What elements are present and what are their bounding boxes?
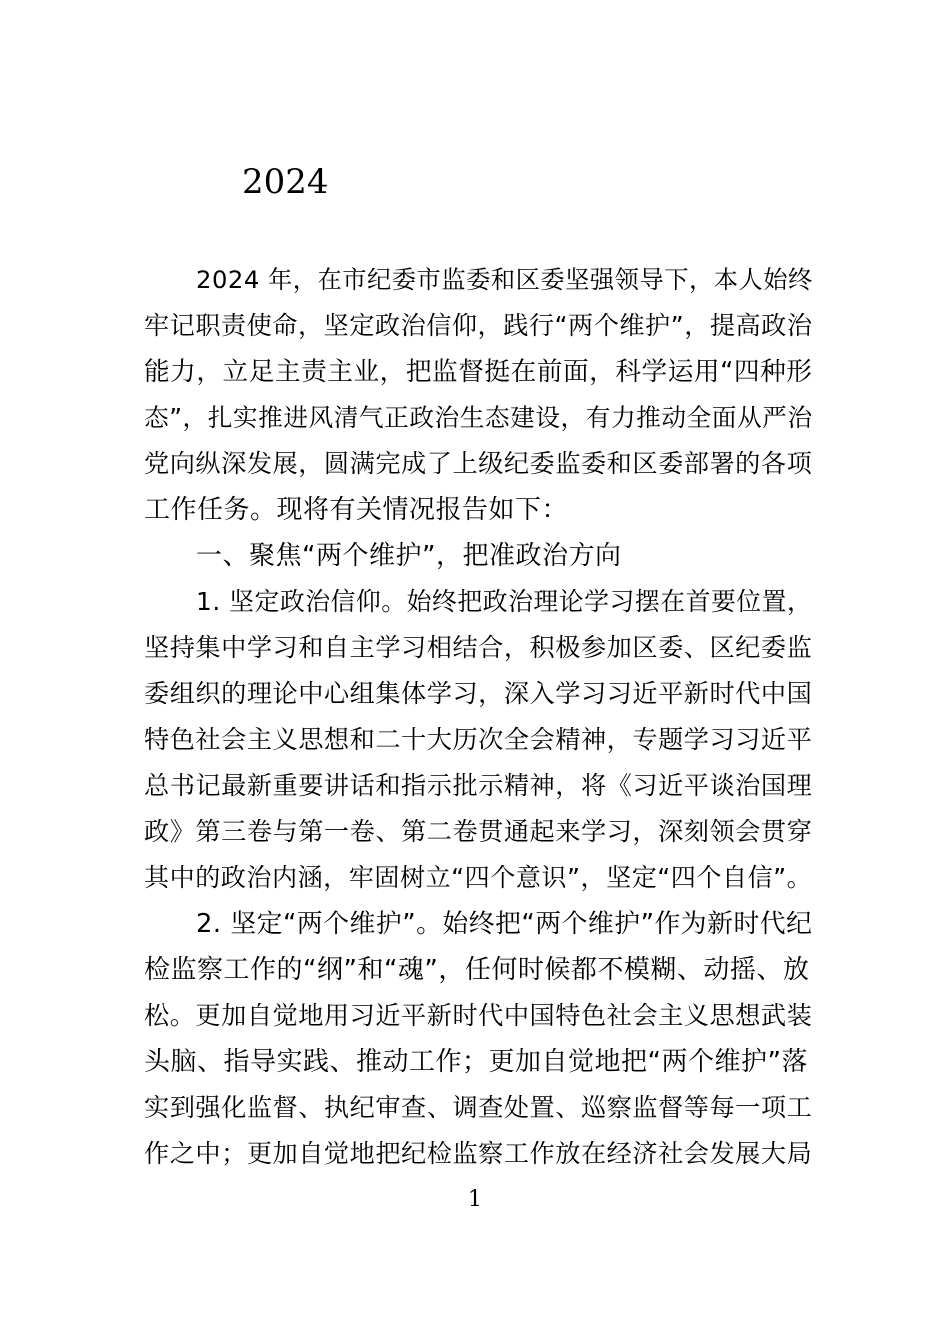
body-line: 坚持集中学习和自主学习相结合，积极参加区委、区纪委监 bbox=[144, 633, 813, 662]
page-number: 1 bbox=[468, 1187, 482, 1212]
body-line: 牢记职责使命，坚定政治信仰，践行“两个维护”，提高政治 bbox=[144, 311, 813, 340]
section-heading: 一、聚焦“两个维护”，把准政治方向 bbox=[196, 541, 622, 571]
document-title: 2024 bbox=[242, 162, 329, 202]
body-line: 政》第三卷与第一卷、第二卷贯通起来学习，深刻领会贯穿 bbox=[144, 817, 813, 846]
body-line: 头脑、指导实践、推动工作；更加自觉地把“两个维护”落 bbox=[144, 1047, 808, 1077]
body-line: 2024 年，在市纪委市监委和区委坚强领导下，本人始终 bbox=[196, 265, 813, 294]
body-line: 松。更加自觉地用习近平新时代中国特色社会主义思想武装 bbox=[144, 1001, 813, 1030]
body-line: 工作任务。现将有关情况报告如下： bbox=[144, 495, 569, 525]
body-line: 能力，立足主责主业，把监督挺在前面，科学运用“四种形 bbox=[144, 357, 813, 387]
body-line: 检监察工作的“纲”和“魂”，任何时候都不模糊、动摇、放 bbox=[144, 955, 810, 985]
body-line: 总书记最新重要讲话和指示批示精神，将《习近平谈治国理 bbox=[144, 771, 813, 800]
body-line: 党向纵深发展，圆满完成了上级纪委监委和区委部署的各项 bbox=[144, 449, 813, 478]
body-line: 1. 坚定政治信仰。始终把政治理论学习摆在首要位置， bbox=[196, 587, 813, 616]
body-line: 2. 坚定“两个维护”。始终把“两个维护”作为新时代纪 bbox=[196, 909, 813, 939]
body-line: 实到强化监督、执纪审查、调查处置、巡察监督等每一项工 bbox=[144, 1093, 813, 1122]
body-line: 态”，扎实推进风清气正政治生态建设，有力推动全面从严治 bbox=[144, 403, 813, 432]
body-line: 特色社会主义思想和二十大历次全会精神，专题学习习近平 bbox=[144, 725, 813, 754]
body-line: 作之中；更加自觉地把纪检监察工作放在经济社会发展大局 bbox=[144, 1139, 813, 1168]
body-line: 委组织的理论中心组集体学习，深入学习习近平新时代中国 bbox=[144, 679, 813, 708]
body-line: 其中的政治内涵，牢固树立“四个意识”，坚定“四个自信”。 bbox=[144, 863, 813, 892]
